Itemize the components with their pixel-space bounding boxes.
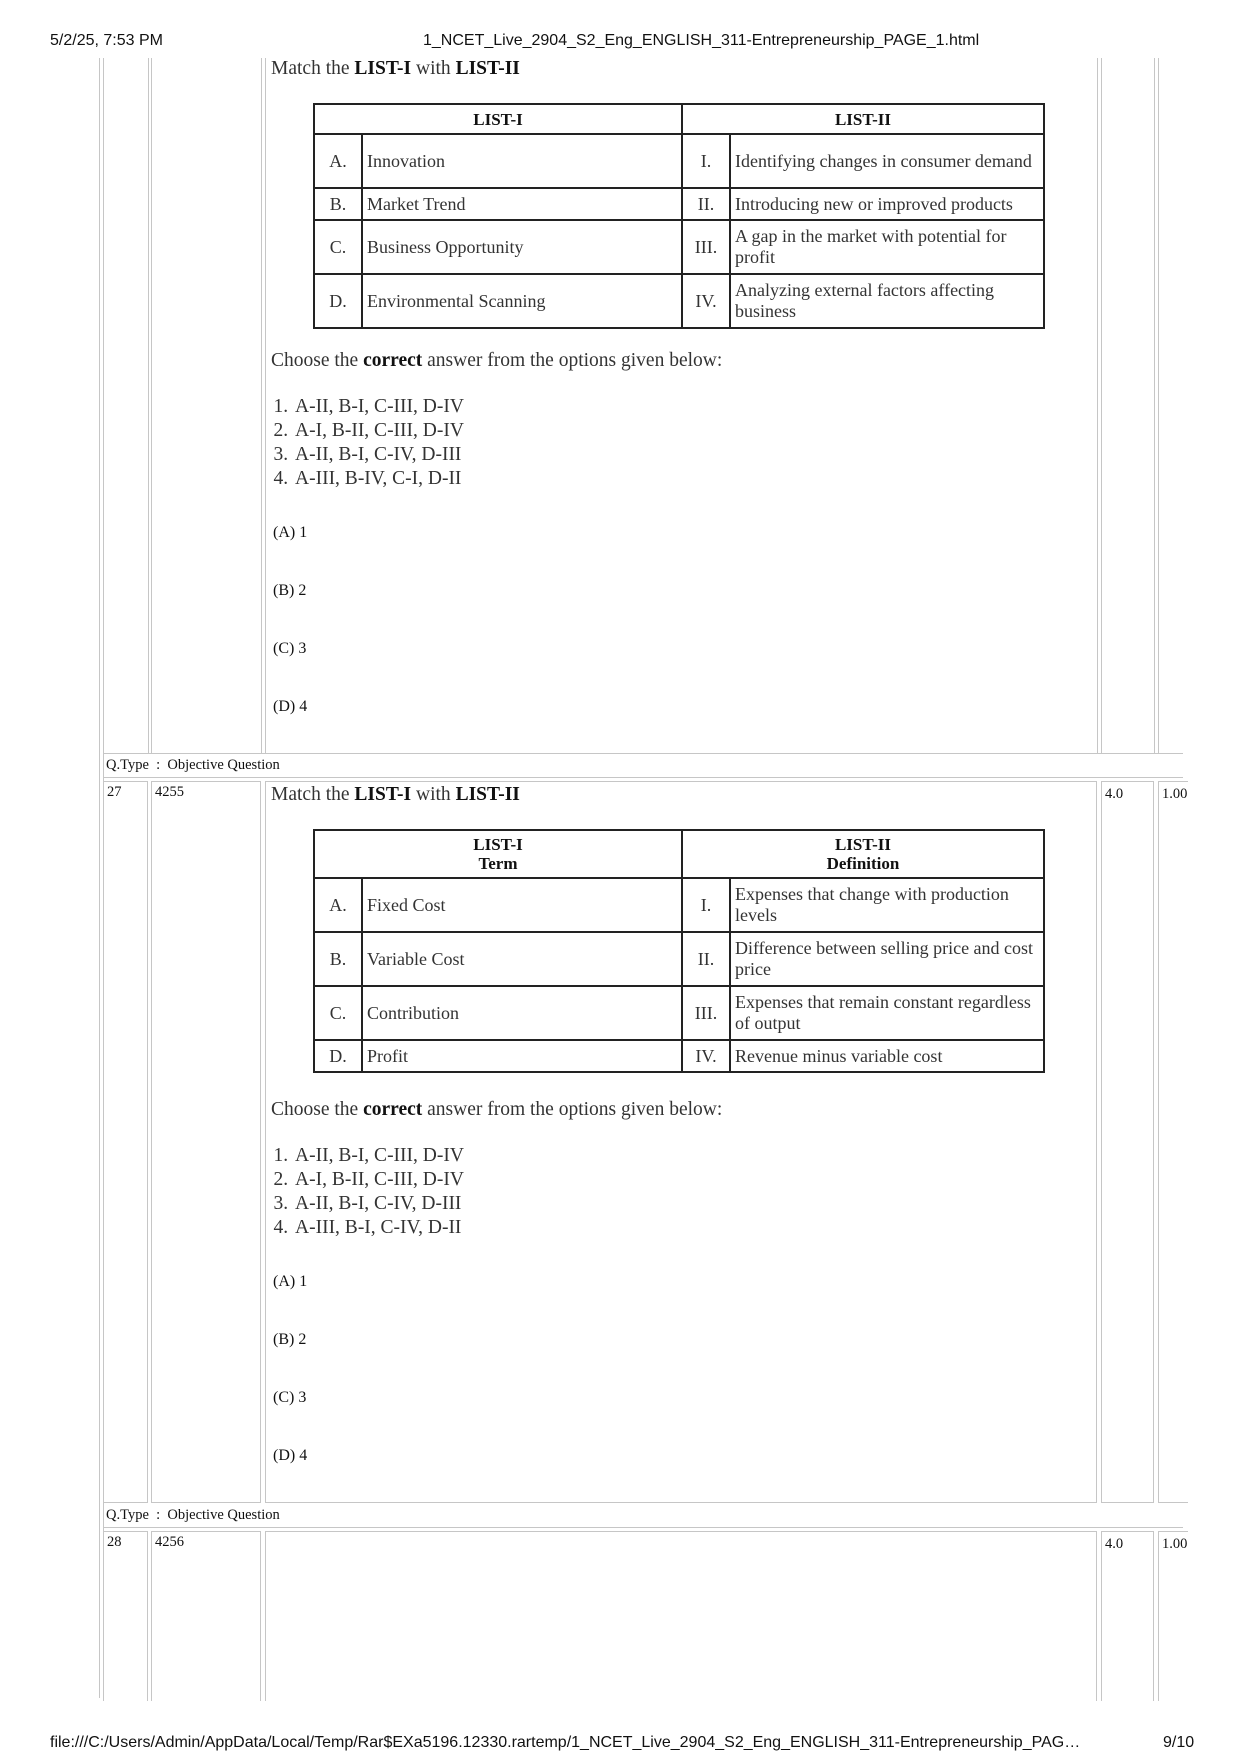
frame-line [1154,58,1155,753]
match-table [313,829,1045,1073]
question-number: 27 [107,784,122,800]
row-letter: B. [314,932,362,986]
marks-cell [1101,1531,1154,1701]
row-term: Profit [362,1040,682,1072]
question-prompt: Match the LIST-I with LIST-II [271,58,520,79]
qno-cell [103,781,148,1503]
row-term: Contribution [362,986,682,1040]
row-definition: Expenses that change with production levels [730,878,1044,932]
list2-header [682,830,1044,878]
row-letter: B. [314,188,362,220]
option-item: 4. A-III, B-I, C-IV, D-II [293,1216,464,1240]
qid-cell [151,1531,261,1701]
question-id: 4256 [155,1534,184,1550]
answer-choice-d: (D) 4 [273,1447,308,1464]
row-roman: I. [682,878,730,932]
row-definition: Expenses that remain constant regardless of output [730,986,1044,1040]
frame-line [1101,58,1102,753]
row-roman: I. [682,134,730,188]
question-id: 4255 [155,784,184,800]
frame-line [261,58,262,753]
row-letter: C. [314,986,362,1040]
row-roman: IV. [682,274,730,328]
option-item: 2. A-I, B-II, C-III, D-IV [293,1168,464,1192]
row-roman: IV. [682,1040,730,1072]
answer-choice-c: (C) 3 [273,1389,307,1406]
row-letter: D. [314,274,362,328]
answer-choice-a: (A) 1 [273,1273,308,1290]
row-term: Environmental Scanning [362,274,682,328]
marks-cell [1101,781,1154,1503]
option-item: 3. A-II, B-I, C-IV, D-III [293,443,464,467]
question-type-label: Q.Type : Objective Question [106,1507,280,1523]
answer-choice-c: (C) 3 [273,640,307,657]
answer-choice-b: (B) 2 [273,582,307,599]
answer-choice-b: (B) 2 [273,1331,307,1348]
answer-choice-a: (A) 1 [273,524,308,541]
option-list [271,395,464,491]
question-type-label: Q.Type : Objective Question [106,757,280,773]
row-definition: A gap in the market with potential for profit [730,220,1044,274]
frame-line [103,777,1183,778]
list1-title: LIST-I [473,835,523,854]
row-term: Market Trend [362,188,682,220]
frame-line [1097,58,1098,753]
file-path: file:///C:/Users/Admin/AppData/Local/Temp/Rar$EXa5196.12330.rartemp/1_NCET_Live_2904_S2_Eng_ENGLISH_311-Entrepreneurship_PAG… [50,1734,1081,1751]
row-roman: III. [682,986,730,1040]
frame-line [103,1527,1183,1528]
negative-cell [1158,781,1188,1503]
option-list [271,1144,464,1240]
question-number: 28 [107,1534,122,1550]
list1-header [314,830,682,878]
page-number: 9/10 [1163,1734,1195,1751]
list2-subtitle: Definition [826,854,900,873]
qid-cell [151,781,261,1503]
row-letter: C. [314,220,362,274]
row-letter: D. [314,1040,362,1072]
qno-cell [103,1531,148,1701]
row-definition: Analyzing external factors affecting business [730,274,1044,328]
print-datetime: 5/2/25, 7:53 PM [50,32,163,49]
option-item: 2. A-I, B-II, C-III, D-IV [293,419,464,443]
option-item: 1. A-II, B-I, C-III, D-IV [293,1144,464,1168]
question-prompt: Match the LIST-I with LIST-II [271,784,520,805]
frame-line [1158,58,1159,753]
negative-cell [1158,1531,1188,1701]
row-term: Variable Cost [362,932,682,986]
question-marks: 4.0 [1105,1536,1124,1552]
row-letter: A. [314,878,362,932]
choose-instruction: Choose the correct answer from the options given below: [271,1099,723,1120]
row-term: Innovation [362,134,682,188]
row-definition: Difference between selling price and cost price [730,932,1044,986]
frame-line [151,58,152,753]
row-definition: Revenue minus variable cost [730,1040,1044,1072]
choose-instruction: Choose the correct answer from the options given below: [271,350,723,371]
frame-line [148,58,149,753]
row-letter: A. [314,134,362,188]
question-cell [265,1531,1097,1701]
question-marks: 4.0 [1105,786,1124,802]
list2-title: LIST-II [834,835,892,854]
answer-choice-d: (D) 4 [273,698,308,715]
list1-subtitle: Term [478,854,518,873]
row-term: Business Opportunity [362,220,682,274]
row-definition: Identifying changes in consumer demand [730,134,1044,188]
row-term: Fixed Cost [362,878,682,932]
question-negative-marks: 1.00 [1162,786,1188,802]
option-item: 4. A-III, B-IV, C-I, D-II [293,467,464,491]
option-item: 3. A-II, B-I, C-IV, D-III [293,1192,464,1216]
frame-line [265,58,266,753]
option-item: 1. A-II, B-I, C-III, D-IV [293,395,464,419]
row-roman: II. [682,188,730,220]
question-negative-marks: 1.00 [1162,1536,1188,1552]
frame-line [103,753,1183,754]
list1-header: LIST-I [314,104,682,134]
frame-line [99,58,100,1698]
row-roman: II. [682,932,730,986]
list2-header: LIST-II [682,104,1044,134]
match-table [313,103,1045,329]
row-definition: Introducing new or improved products [730,188,1044,220]
document-title: 1_NCET_Live_2904_S2_Eng_ENGLISH_311-Entrepreneurship_PAGE_1.html [423,32,980,49]
row-roman: III. [682,220,730,274]
